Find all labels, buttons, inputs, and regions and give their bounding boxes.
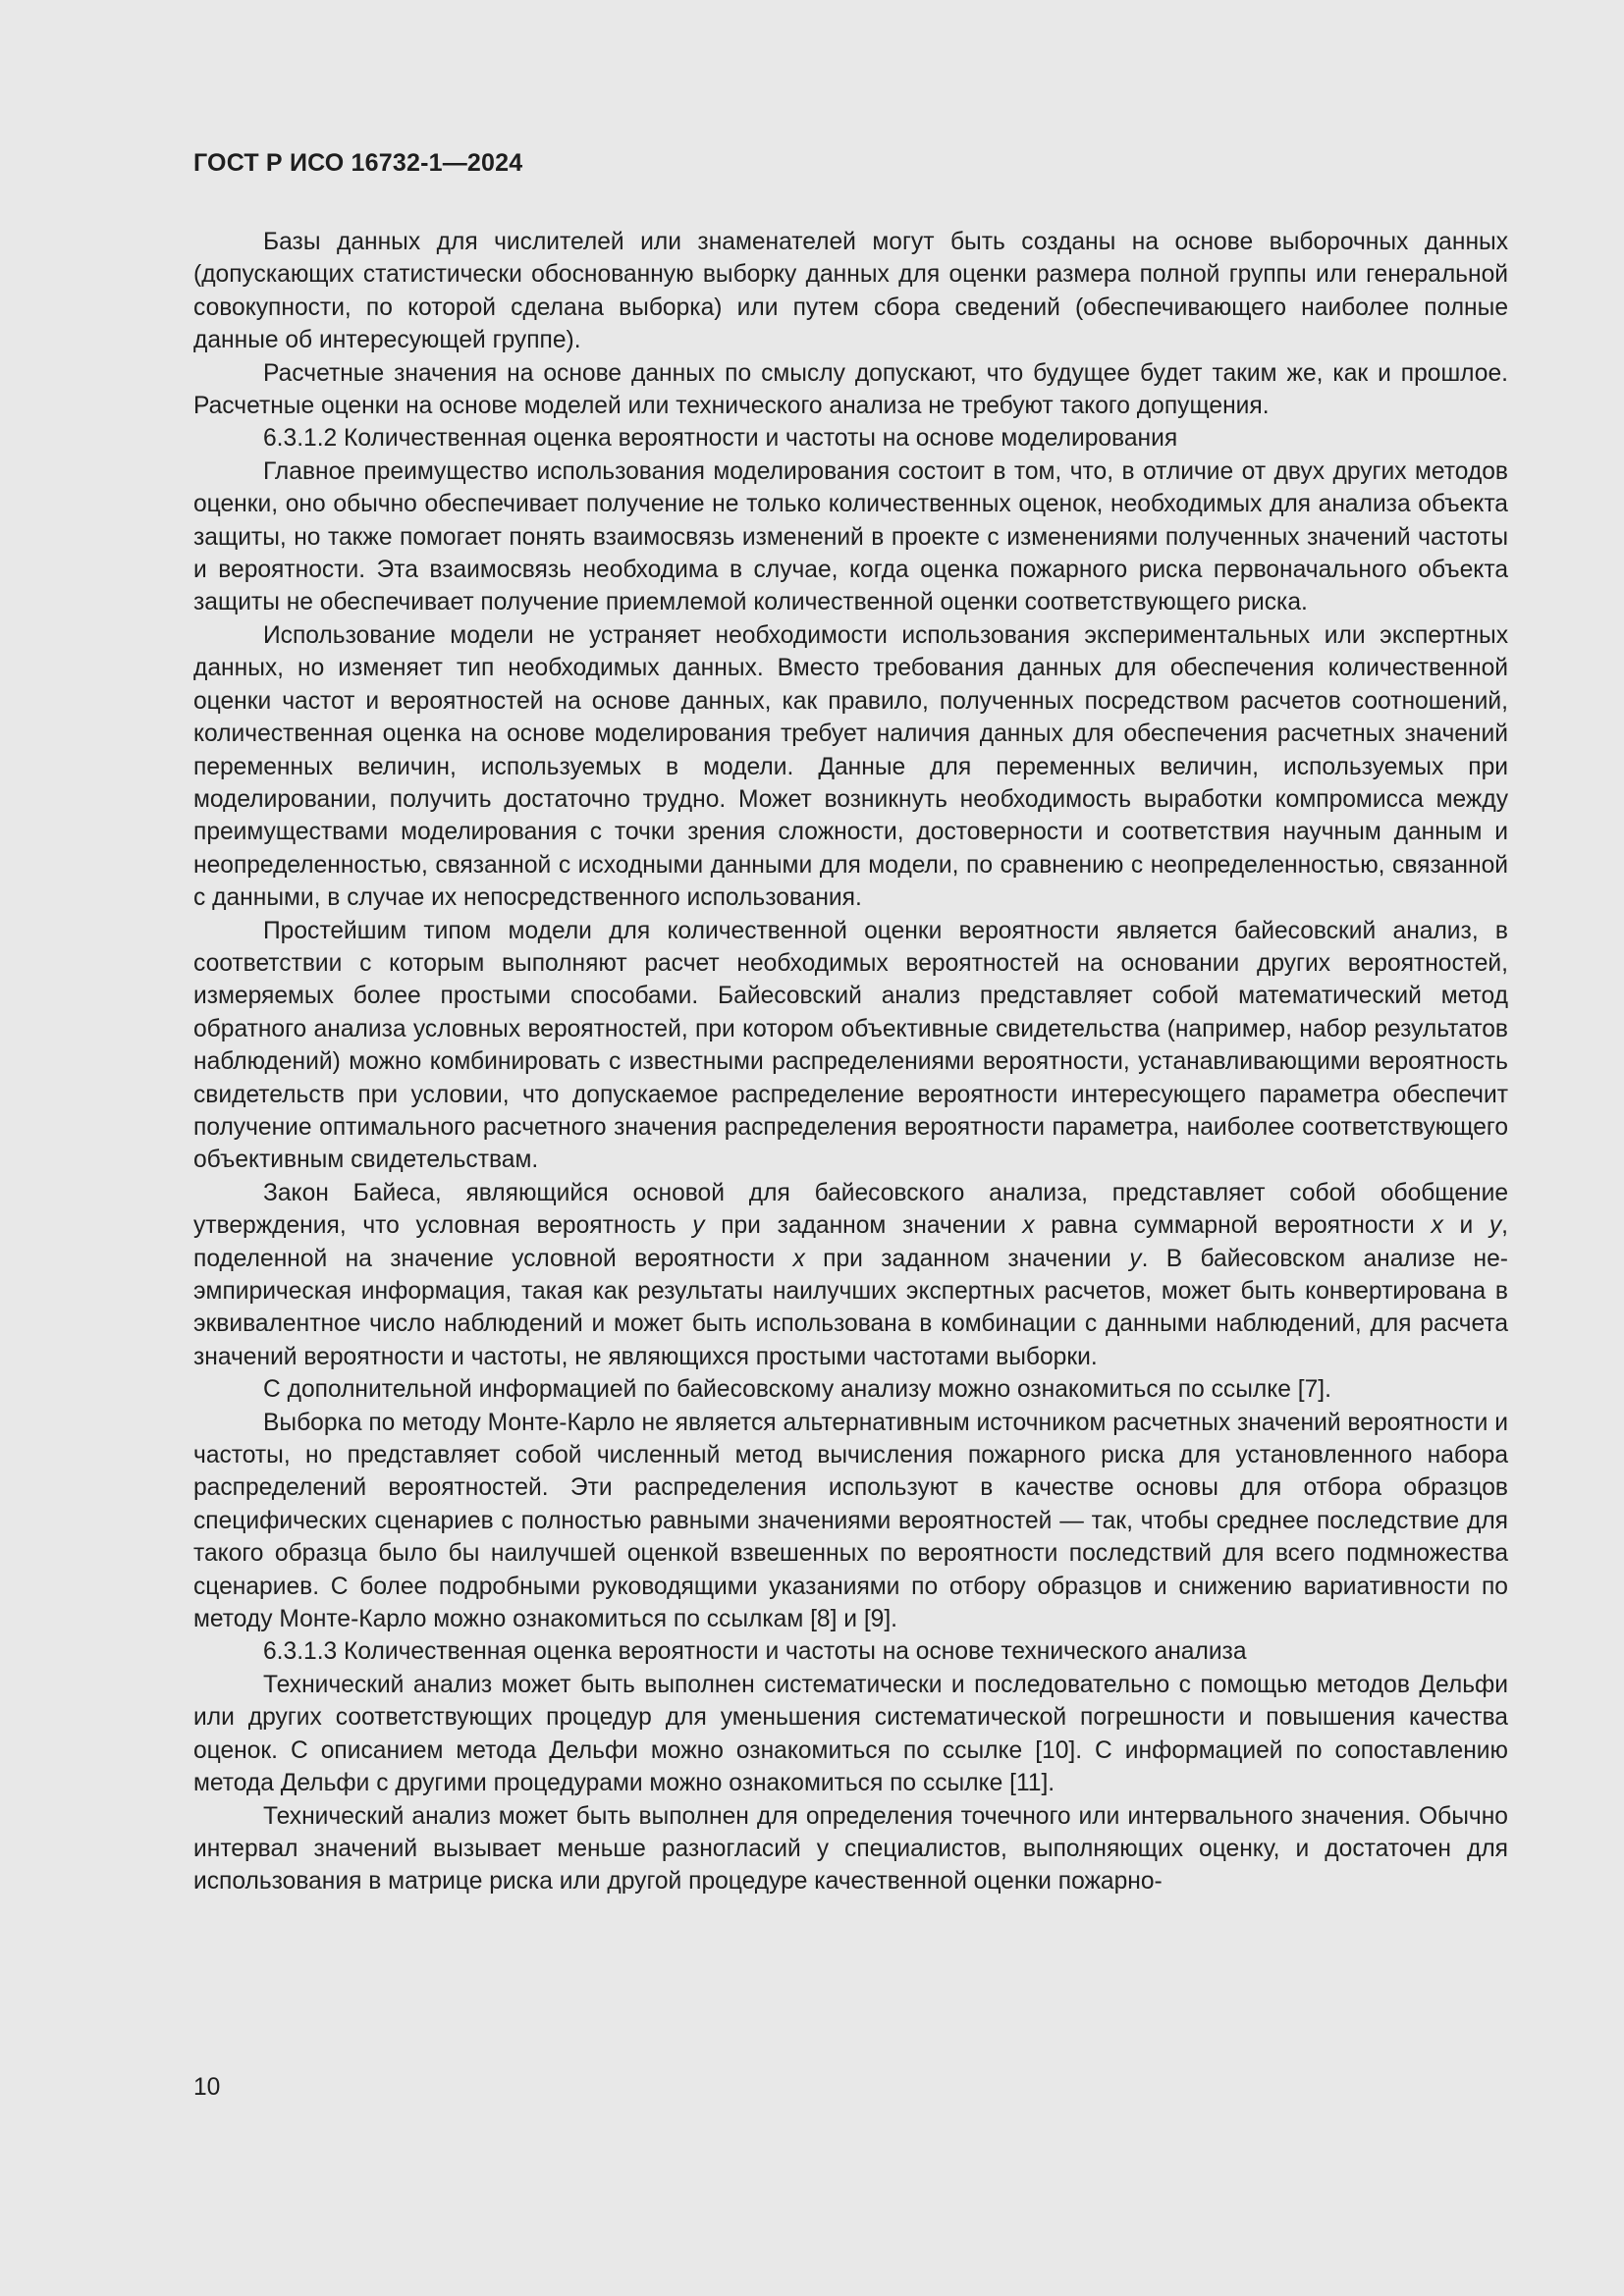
paragraph: Базы данных для числителей или знаменателей могут быть созданы на основе выборочных данных (допускающих статистически обоснованную выборку данных для оценки размера полной группы или генеральной совокупности, по которой сделана выборка) или путем сбора сведений (обеспечивающего наиболее полные данные об интересующей группе). (193, 229, 1508, 354)
variable: x (792, 1245, 805, 1272)
document-body (193, 226, 1508, 1898)
text-run: . В байесовском анализе неэмпирическая информация, такая как результаты наилучших экспертных расчетов, может быть конвертирована в эквивалентное число наблюдений и может быть использована в комбинации с данными наблюдений, для расчета значений вероятности и частоты, не являющихся простыми частотами выборки. (193, 1245, 1508, 1370)
document-header: ГОСТ Р ИСО 16732-1—2024 (193, 149, 523, 177)
text-run: Закон Байеса, являющийся основой для байесовского анализа, представляет собой обобщение утверждения, что условная вероятность (193, 1179, 1508, 1240)
paragraph: Расчетные значения на основе данных по смыслу допускают, что будущее будет таким же, как и прошлое. Расчетные оценки на основе моделей или технического анализа не требуют такого допущения. (193, 359, 1508, 420)
variable: y (692, 1212, 705, 1240)
paragraph: Технический анализ может быть выполнен для определения точечного или интервального значения. Обычно интервал значений вызывает меньше разногласий у специалистов, выполняющих оценку, и достаточен для использования в матрице риска или другой процедуре качественной оценки пожарно- (193, 1802, 1508, 1896)
paragraph: Главное преимущество использования моделирования состоит в том, что, в отличие от двух других методов оценки, оно обычно обеспечивает получение не только количественных оценок, необходимых для анализа объекта защиты, но также помогает понять взаимосвязь изменений в проекте с изменениями полученных значений частоты и вероятности. Эта взаимосвязь необходима в случае, когда оценка пожарного риска первоначального объекта защиты не обеспечивает получение приемлемой количественной оценки соответствующего риска. (193, 457, 1508, 616)
paragraph: Технический анализ может быть выполнен систематически и последовательно с помощью методов Дельфи или других соответствующих процедур для уменьшения систематической погрешности и повышения качества оценок. С описанием метода Дельфи можно ознакомиться по ссылке [10]. С информацией по сопоставлению метода Дельфи с другими процедурами можно ознакомиться по ссылке [11]. (193, 1671, 1508, 1797)
variable: y (1489, 1212, 1502, 1240)
section-heading: 6.3.1.3 Количественная оценка вероятности и частоты на основе технического анализа (263, 1638, 1247, 1666)
paragraph: Использование модели не устраняет необходимости использования экспериментальных или экспертных данных, но изменяет тип необходимых данных. Вместо требования данных для обеспечения количественной оценки частот и вероятностей на основе данных, как правило, полученных посредством расчетов соотношений, количественная оценка на основе моделирования требует наличия данных для обеспечения расчетных значений переменных величин, используемых в модели. Данные для переменных величин, используемых при моделировании, получить достаточно трудно. Может возникнуть необходимость выработки компромисса между преимуществами моделирования с точки зрения сложности, достоверности и соответствия научным данным и неопределенностью, связанной с исходными данными для модели, по сравнению с неопределенностью, связанной с данными, в случае их непосредственного использования. (193, 621, 1508, 912)
text-run: при заданном значении (704, 1212, 1023, 1240)
text-run: , поделенной на значение условной вероятности (193, 1212, 1509, 1272)
page-number: 10 (193, 2074, 221, 2101)
paragraph: Выборка по методу Монте-Карло не является альтернативным источником расчетных значений вероятности и частоты, но представляет собой численный метод вычисления пожарного риска для установленного набора распределений вероятностей. Эти распределения используют в качестве основы для отбора образцов специфических сценариев с полностью равными значениями вероятностей — так, чтобы среднее последствие для такого образца было бы наилучшей оценкой взвешенных по вероятности последствий для всего подмножества сценариев. С более подробными руководящими указаниями по отбору образцов и снижению вариативности по методу Монте-Карло можно ознакомиться по ссылкам [8] и [9]. (193, 1409, 1508, 1633)
paragraph: С дополнительной информацией по байесовскому анализу можно ознакомиться по ссылке [7]. (263, 1376, 1331, 1404)
section-heading: 6.3.1.2 Количественная оценка вероятности и частоты на основе моделирования (263, 425, 1178, 453)
variable: y (1129, 1245, 1142, 1272)
paragraph (193, 1177, 1508, 1373)
paragraph: Простейшим типом модели для количественной оценки вероятности является байесовский анализ, в соответствии с которым выполняют расчет необходимых вероятностей на основании других вероятностей, измеряемых более простыми способами. Байесовский анализ представляет собой математический метод обратного анализа условных вероятностей, при котором объективные свидетельства (например, набор результатов наблюдений) можно комбинировать с известными распределениями вероятности, устанавливающими вероятность свидетельств при условии, что допускаемое распределение вероятности интересующего параметра обеспечит получение оптимального расчетного значения распределения вероятности параметра, наиболее соответствующего объективным свидетельствам. (193, 917, 1508, 1174)
text-run: равна суммарной вероятности (1034, 1212, 1432, 1240)
text-run: и (1442, 1212, 1489, 1240)
variable: x (1022, 1212, 1035, 1240)
text-run: при заданном значении (804, 1245, 1130, 1272)
variable: x (1431, 1212, 1443, 1240)
